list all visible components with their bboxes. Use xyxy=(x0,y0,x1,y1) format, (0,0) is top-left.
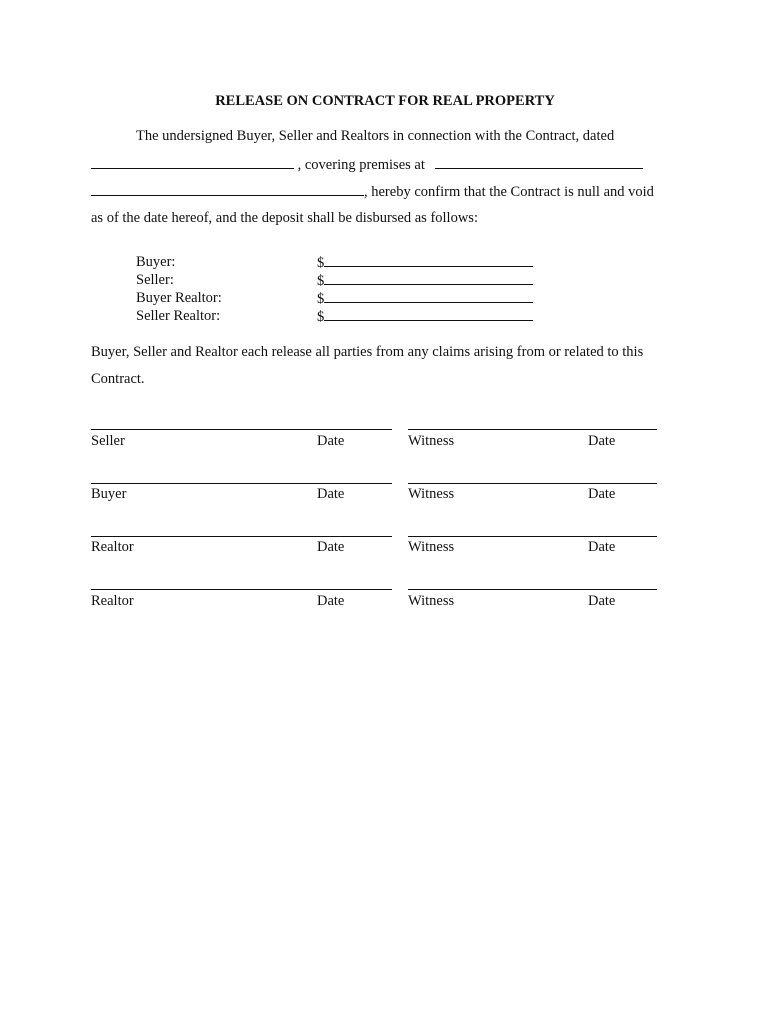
dollar-sign: $ xyxy=(317,309,325,325)
witness-label: Witness xyxy=(408,486,455,502)
witness-label: Witness xyxy=(408,433,455,449)
paragraph-1-line-4: as of the date hereof, and the deposit shall be disbursed as follows: xyxy=(91,210,478,226)
signature-party-label: Realtor xyxy=(91,539,134,555)
witness-signature-line[interactable] xyxy=(408,589,657,590)
amount-blank-buyer[interactable] xyxy=(324,254,533,267)
party-signature-line[interactable] xyxy=(91,589,392,590)
party-signature-line[interactable] xyxy=(91,536,392,537)
party-signature-line[interactable] xyxy=(91,429,392,430)
party-signature-line[interactable] xyxy=(91,483,392,484)
witness-label: Witness xyxy=(408,593,455,609)
document-title: RELEASE ON CONTRACT FOR REAL PROPERTY xyxy=(215,93,555,109)
paragraph-1-line-2 xyxy=(91,156,643,174)
witness-date-label: Date xyxy=(588,433,616,449)
amount-blank-seller-realtor[interactable] xyxy=(324,308,533,321)
signature-date-label: Date xyxy=(317,486,345,502)
dollar-sign: $ xyxy=(317,291,325,307)
paragraph-2-line-2: Contract. xyxy=(91,371,145,387)
distribution-amount-buyer xyxy=(317,254,533,272)
signature-party-label: Seller xyxy=(91,433,125,449)
signature-party-label: Buyer xyxy=(91,486,127,502)
witness-date-label: Date xyxy=(588,593,616,609)
dollar-sign: $ xyxy=(317,255,325,271)
premises-blank-2[interactable] xyxy=(91,183,364,196)
paragraph-2-line-1: Buyer, Seller and Realtor each release all parties from any claims arising from or related to this xyxy=(91,344,644,360)
paragraph-1-line-3 xyxy=(91,183,654,201)
witness-signature-line[interactable] xyxy=(408,536,657,537)
confirm-text: , hereby confirm that the Contract is null and void xyxy=(364,184,654,200)
distribution-label-seller: Seller: xyxy=(136,272,174,288)
witness-signature-line[interactable] xyxy=(408,429,657,430)
dollar-sign: $ xyxy=(317,273,325,289)
premises-blank-1[interactable] xyxy=(435,156,643,169)
amount-blank-seller[interactable] xyxy=(324,272,533,285)
signature-date-label: Date xyxy=(317,433,345,449)
distribution-label-buyer: Buyer: xyxy=(136,254,176,270)
signature-date-label: Date xyxy=(317,539,345,555)
distribution-amount-seller xyxy=(317,272,533,290)
distribution-amount-seller-realtor xyxy=(317,308,533,326)
contract-date-blank[interactable] xyxy=(91,156,294,169)
distribution-amount-buyer-realtor xyxy=(317,290,533,308)
covering-premises-text: , covering premises at xyxy=(297,157,425,173)
witness-date-label: Date xyxy=(588,486,616,502)
paragraph-1-line-1: The undersigned Buyer, Seller and Realtors in connection with the Contract, dated xyxy=(136,128,615,144)
signature-party-label: Realtor xyxy=(91,593,134,609)
distribution-label-seller-realtor: Seller Realtor: xyxy=(136,308,221,324)
witness-label: Witness xyxy=(408,539,455,555)
witness-date-label: Date xyxy=(588,539,616,555)
witness-signature-line[interactable] xyxy=(408,483,657,484)
distribution-label-buyer-realtor: Buyer Realtor: xyxy=(136,290,222,306)
amount-blank-buyer-realtor[interactable] xyxy=(324,290,533,303)
signature-date-label: Date xyxy=(317,593,345,609)
